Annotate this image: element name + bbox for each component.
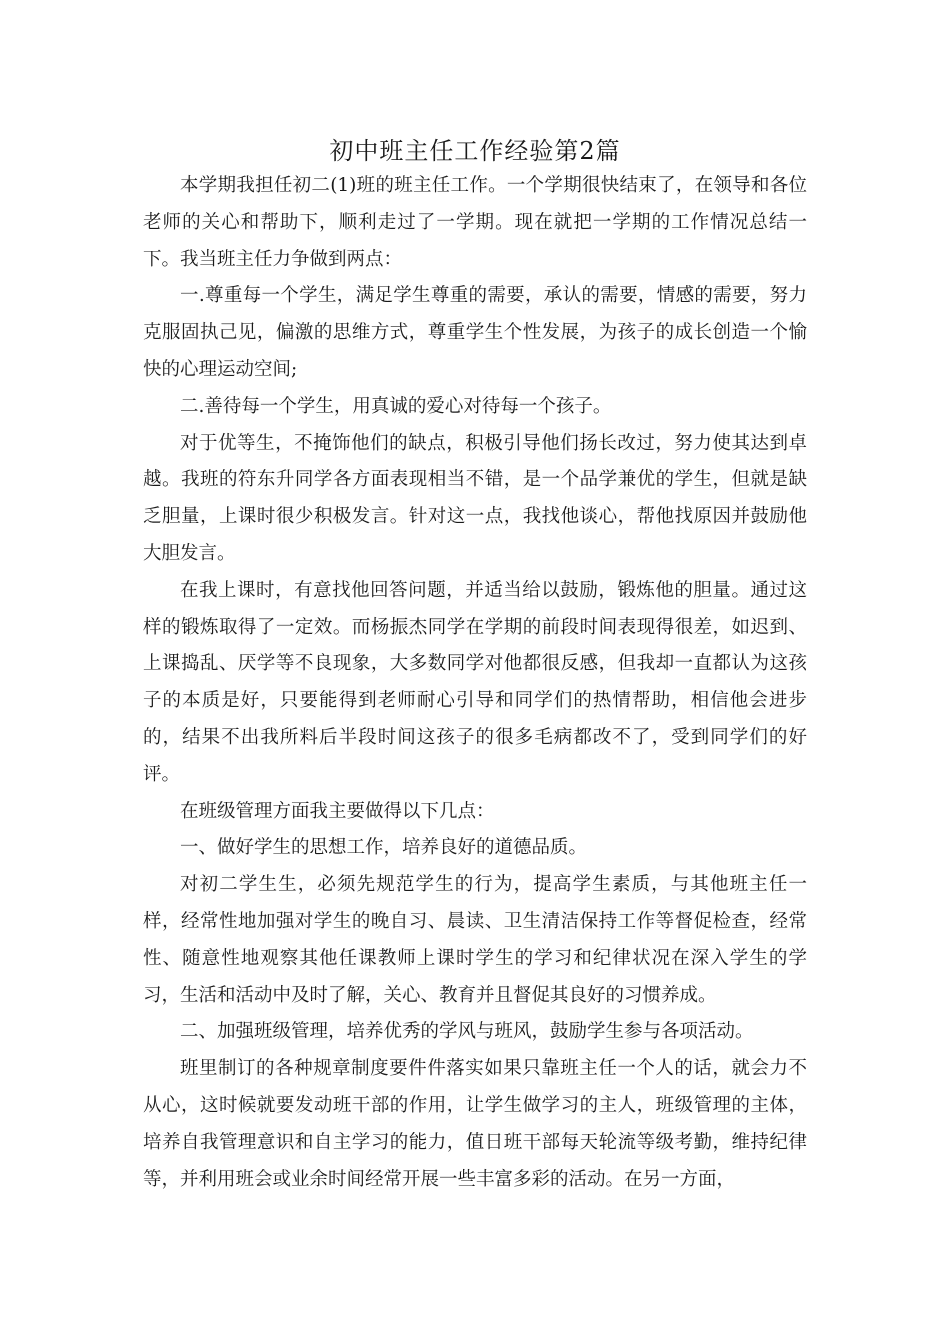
paragraph-heading-one: 一、做好学生的思想工作，培养良好的道德品质。 [180, 837, 588, 859]
paragraph-behavior: 对初二学生生，必须先规范学生的行为，提高学生素质，与其他班主任一样，经常性地加强对学生的晚自习、晨读、卫生清洁保持工作等督促检查，经常性、随意性地观察其他任课教师上课时学生的学习和纪律状况在深入学生的学习，生活和活动中及时了解，关心、教育并且督促其良好的习惯养成。 [143, 874, 807, 1006]
paragraph-class-cadres: 班里制订的各种规章制度要件件落实如果只靠班主任一个人的话，就会力不从心，这时候就要发动班干部的作用，让学生做学习的主人，班级管理的主体，培养自我管理意识和自主学习的能力，值日班干部每天轮流等级考勤，维持纪律等，并利用班会或业余时间经常开展一些丰富多彩的活动。在另一方面， [143, 1058, 807, 1190]
paragraph-class-example: 在我上课时，有意找他回答问题，并适当给以鼓励，锻炼他的胆量。通过这样的锻炼取得了一定效。而杨振杰同学在学期的前段时间表现得很差，如迟到、上课捣乱、厌学等不良现象，大多数同学对他都很反感，但我却一直都认为这孩子的本质是好，只要能得到老师耐心引导和同学们的热情帮助，相信他会进步的，结果不出我所料后半段时间这孩子的很多毛病都改不了，受到同学们的好评。 [143, 579, 807, 785]
document-body [143, 168, 807, 1198]
paragraph-intro: 本学期我担任初二(1)班的班主任工作。一个学期很快结束了，在领导和各位老师的关心和帮助下，顺利走过了一学期。现在就把一学期的工作情况总结一下。我当班主任力争做到两点： [143, 175, 807, 270]
paragraph-point-two: 二.善待每一个学生，用真诚的爱心对待每一个孩子。 [180, 395, 612, 417]
document-title: 初中班主任工作经验第2篇 [329, 137, 621, 165]
paragraph-point-one: 一.尊重每一个学生，满足学生尊重的需要，承认的需要，情感的需要，努力克服固执己见，偏激的思维方式，尊重学生个性发展，为孩子的成长创造一个愉快的心理运动空间; [143, 285, 807, 380]
paragraph-management-intro: 在班级管理方面我主要做得以下几点： [180, 800, 495, 822]
paragraph-top-students: 对于优等生，不掩饰他们的缺点，积极引导他们扬长改过，努力使其达到卓越。我班的符东升同学各方面表现相当不错，是一个品学兼优的学生，但就是缺乏胆量，上课时很少积极发言。针对这一点，我找他谈心，帮他找原因并鼓励他大胆发言。 [143, 432, 807, 564]
paragraph-heading-two: 二、加强班级管理，培养优秀的学风与班风，鼓励学生参与各项活动。 [180, 1021, 754, 1043]
